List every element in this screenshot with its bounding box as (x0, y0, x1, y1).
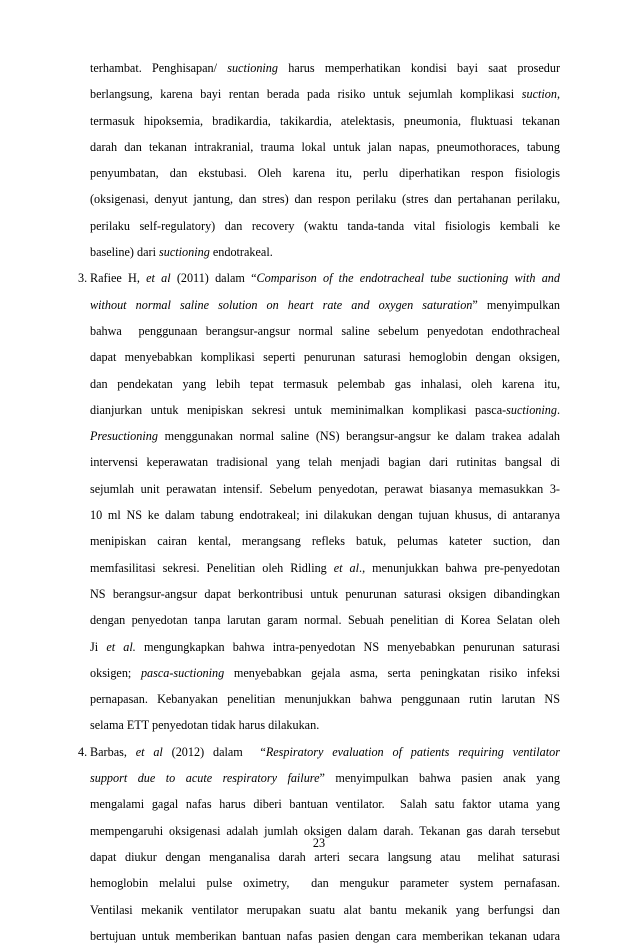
italic-text: Comparison of the endotracheal tube suctioning with and (256, 271, 560, 286)
body-text: memfasilitasi sekresi. Penelitian oleh Ridling (90, 560, 334, 575)
body-text: (2011) dalam “ (170, 271, 257, 286)
italic-text: et al. (106, 639, 136, 654)
text-line (80, 765, 560, 791)
page-body (80, 55, 560, 949)
body-text: menggunakan normal saline (NS) berangsur-angsur ke dalam trakea adalah (157, 429, 560, 444)
body-text: (oksigenasi, denyut jantung, dan stres) dan respon perilaku (stres dan pertahanan perilaku, (90, 192, 560, 207)
body-text: dan pendekatan yang lebih tepat termasuk pelembab gas inhalasi, oleh karena itu, (90, 376, 560, 391)
body-text: harus memperhatikan kondisi bayi saat prosedur (278, 61, 561, 75)
body-text: intervensi keperawatan tradisional yang telah menjadi bagian dari rutinitas bangsal di (90, 455, 560, 470)
body-text: menipiskan cairan kental, merangsang refleks batuk, pelumas kateter suction, dan (90, 534, 560, 549)
text-line (80, 449, 560, 475)
list-number: 4. (78, 744, 88, 759)
italic-text: et al (333, 560, 360, 575)
italic-text: suction (521, 87, 557, 102)
text-line (80, 791, 560, 817)
body-text: menyebabkan gejala asma, serta peningkatan risiko infeksi (224, 665, 560, 680)
body-text: 10 ml NS ke dalam tabung endotrakeal; ini dilakukan dengan tujuan khusus, di antaranya (90, 508, 560, 523)
body-text: mengungkapkan bahwa intra-penyedotan NS menyebabkan penurunan saturasi (135, 639, 561, 654)
body-text: oksigen; (90, 665, 141, 680)
text-line (80, 160, 560, 186)
text-line (80, 502, 560, 528)
text-line (80, 476, 560, 502)
text-line (80, 239, 560, 265)
body-text: baseline) dari (90, 245, 160, 260)
italic-text: suctioning (159, 245, 210, 260)
body-text: dengan penyedotan tanpa larutan garam normal. Sebuah penelitian di Korea Selatan oleh (90, 613, 560, 628)
body-text: perilaku self-regulatory) dan recovery (waktu tanda-tanda vital fisiologis kembali ke (90, 218, 560, 233)
italic-text: Respiratory evaluation of patients requiring ventilator (265, 744, 561, 759)
text-line (80, 55, 560, 81)
body-text: hemoglobin melalui pulse oximetry, dan mengukur parameter system pernafasan. (90, 876, 560, 891)
text-line (80, 292, 560, 318)
body-text: dapat menyebabkan komplikasi seperti penurunan saturasi hemoglobin dengan oksigen, (90, 350, 560, 365)
italic-text: Presuctioning (90, 429, 158, 444)
body-text: pernapasan. Kebanyakan penelitian menunjukkan bahwa penggunaan rutin larutan NS (90, 692, 560, 707)
text-line (80, 371, 560, 397)
text-line (80, 660, 560, 686)
text-line (80, 581, 560, 607)
text-line (80, 870, 560, 896)
body-text: Rafiee H, (90, 271, 147, 286)
text-line (80, 634, 560, 660)
italic-text: suctioning (506, 402, 557, 417)
body-text: (2012) dalam “ (162, 744, 266, 759)
body-text: dianjurkan untuk menipiskan sekresi untuk meminimalkan komplikasi pasca- (90, 402, 507, 417)
text-line (80, 397, 560, 423)
body-text: Barbas, (90, 744, 136, 759)
page-number: 23 (312, 836, 326, 850)
text-line (80, 423, 560, 449)
body-text: bahwa penggunaan berangsur-angsur normal saline sebelum penyedotan endothracheal (90, 323, 560, 338)
text-line (80, 923, 560, 949)
body-text: mempengaruhi oksigenasi adalah jumlah oksigen dalam darah. Tekanan gas darah tersebut (90, 823, 560, 838)
text-line (80, 108, 560, 134)
italic-text: without normal saline solution on heart rate and oxygen saturation (90, 297, 473, 312)
list-number: 3. (78, 271, 88, 286)
body-text: sejumlah unit perawatan intensif. Sebelum penyedotan, perawat biasanya memasukkan 3- (90, 481, 560, 496)
text-line (80, 739, 560, 765)
body-text: . (359, 560, 363, 575)
body-text: endotrakeal. (209, 245, 273, 260)
body-text: dapat diukur dengan menganalisa darah arteri secara langsung atau melihat saturasi (90, 849, 560, 864)
text-line (80, 607, 560, 633)
body-text: . (556, 402, 560, 417)
text-line (80, 686, 560, 712)
text-line (80, 318, 560, 344)
body-text: Ventilasi mekanik ventilator merupakan suatu alat bantu mekanik yang berfungsi dan (90, 902, 560, 917)
body-text: termasuk hipoksemia, bradikardia, takikardia, atelektasis, pneumonia, fluktuasi tekanan (90, 113, 560, 128)
text-line (80, 528, 560, 554)
italic-text: pasca-suctioning (140, 665, 225, 680)
body-text: , (556, 87, 560, 102)
text-line (80, 265, 560, 291)
text-line (80, 213, 560, 239)
text-line (80, 81, 560, 107)
body-text: penyumbatan, dan ekstubasi. Oleh karena itu, perlu diperhatikan respon fisiologis (90, 166, 560, 181)
body-text: ” menyimpulkan (472, 297, 560, 312)
text-line (80, 134, 560, 160)
body-text: mengalami gagal nafas harus diberi bantuan ventilator. Salah satu faktor utama yang (90, 797, 560, 812)
text-line (80, 897, 560, 923)
body-text: terhambat. Penghisapan/ (90, 61, 228, 75)
body-text: bertujuan untuk memberikan bantuan nafas pasien dengan cara memberikan tekanan udara (90, 928, 560, 943)
italic-text: suctioning (227, 61, 278, 75)
body-text: Ji (90, 639, 107, 654)
body-text: darah dan tekanan intrakranial, trauma lokal untuk jalan napas, pneumothoraces, tabung (90, 139, 560, 154)
text-line (80, 712, 560, 738)
body-text: NS berangsur-angsur dapat berkontribusi untuk penurunan saturasi oksigen dibandingkan (90, 586, 560, 601)
italic-text: et al (146, 271, 171, 286)
text-line (80, 344, 560, 370)
text-line (80, 186, 560, 212)
body-text: berlangsung, karena bayi rentan berada pada risiko untuk sejumlah komplikasi (90, 87, 522, 102)
body-text: selama ETT penyedotan tidak harus dilakukan. (90, 718, 320, 733)
body-text: ” menyimpulkan bahwa pasien anak yang (319, 771, 560, 786)
italic-text: et al (135, 744, 163, 759)
body-text: , menunjukkan bahwa pre-penyedotan (362, 560, 560, 575)
text-line (80, 555, 560, 581)
italic-text: support due to acute respiratory failure (90, 771, 320, 786)
